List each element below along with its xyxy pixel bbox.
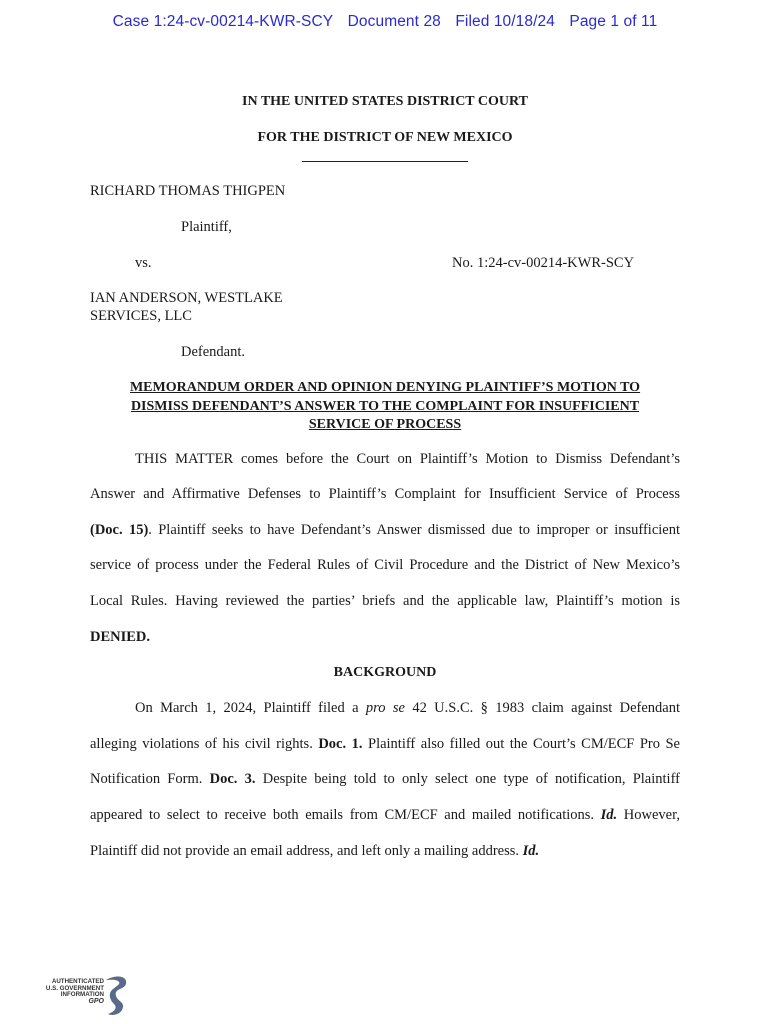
para1-line2: Answer and Affirmative Defenses to Plaintiff’s Complaint for Insufficient Service of Process [90,486,680,502]
background-line1: On March 1, 2024, Plaintiff filed a pro se 42 U.S.C. § 1983 claim against Defendant [135,700,681,716]
memo-title-line2: DISMISS DEFENDANT’S ANSWER TO THE COMPLAINT FOR INSUFFICIENT [130,398,640,414]
para1-line5: Local Rules. Having reviewed the parties’ briefs and the applicable law, Plaintiff’s motion is [90,593,680,609]
filing-header [0,13,770,31]
eagle-icon [102,974,132,1018]
court-title-line2: FOR THE DISTRICT OF NEW MEXICO [257,130,513,145]
background-line3: Notification Form. Doc. 3. Despite being told to only select one type of notification, Plaintiff [90,771,680,787]
defendant-name-line1: IAN ANDERSON, WESTLAKE [90,290,283,306]
memo-title-line1: MEMORANDUM ORDER AND OPINION DENYING PLAINTIFF’S MOTION TO [129,380,641,395]
court-title-line1: IN THE UNITED STATES DISTRICT COURT [242,94,528,109]
title-divider [302,161,468,162]
background-line4: appeared to select to receive both emails from CM/ECF and mailed notifications. Id. However, [90,807,680,823]
memo-title-line3: SERVICE OF PROCESS [308,417,462,432]
filed-date: Filed 10/18/24 [455,13,555,30]
defendant-name-line2: SERVICES, LLC [90,308,192,324]
para1-line3: (Doc. 15). Plaintiff seeks to have Defendant’s Answer dismissed due to improper or insufficient [90,522,680,538]
plaintiff-role: Plaintiff, [181,219,232,235]
gpo-authenticated-logo: AUTHENTICATED U.S. GOVERNMENT INFORMATION GPO [44,974,134,1020]
doc-3-citation: Doc. 3. [209,771,256,787]
doc-15-citation: (Doc. 15) [90,522,149,538]
defendant-role: Defendant. [181,344,246,360]
background-line5: Plaintiff did not provide an email address, and left only a mailing address. Id. [90,843,540,859]
doc-1-citation: Doc. 1. [318,736,363,752]
versus: vs. [135,255,152,271]
page-indicator: Page 1 of 11 [569,13,658,30]
docket-number: No. 1:24-cv-00214-KWR-SCY [452,255,635,271]
para1-line1: THIS MATTER comes before the Court on Plaintiff’s Motion to Dismiss Defendant’s [135,451,680,467]
memorandum-title [90,379,680,435]
background-heading: BACKGROUND [333,665,437,680]
document-number: Document 28 [347,13,441,30]
case-number: Case 1:24-cv-00214-KWR-SCY [112,13,334,30]
para1-line4: service of process under the Federal Rules of Civil Procedure and the District of New Mexico’s [90,557,680,573]
para1-line6 [90,629,680,646]
plaintiff-name: RICHARD THOMAS THIGPEN [90,183,286,199]
ruling-denied: DENIED. [90,629,151,645]
background-line2: alleging violations of his civil rights. Doc. 1. Plaintiff also filled out the Court’s CM/ECF Pro Se [90,736,680,752]
